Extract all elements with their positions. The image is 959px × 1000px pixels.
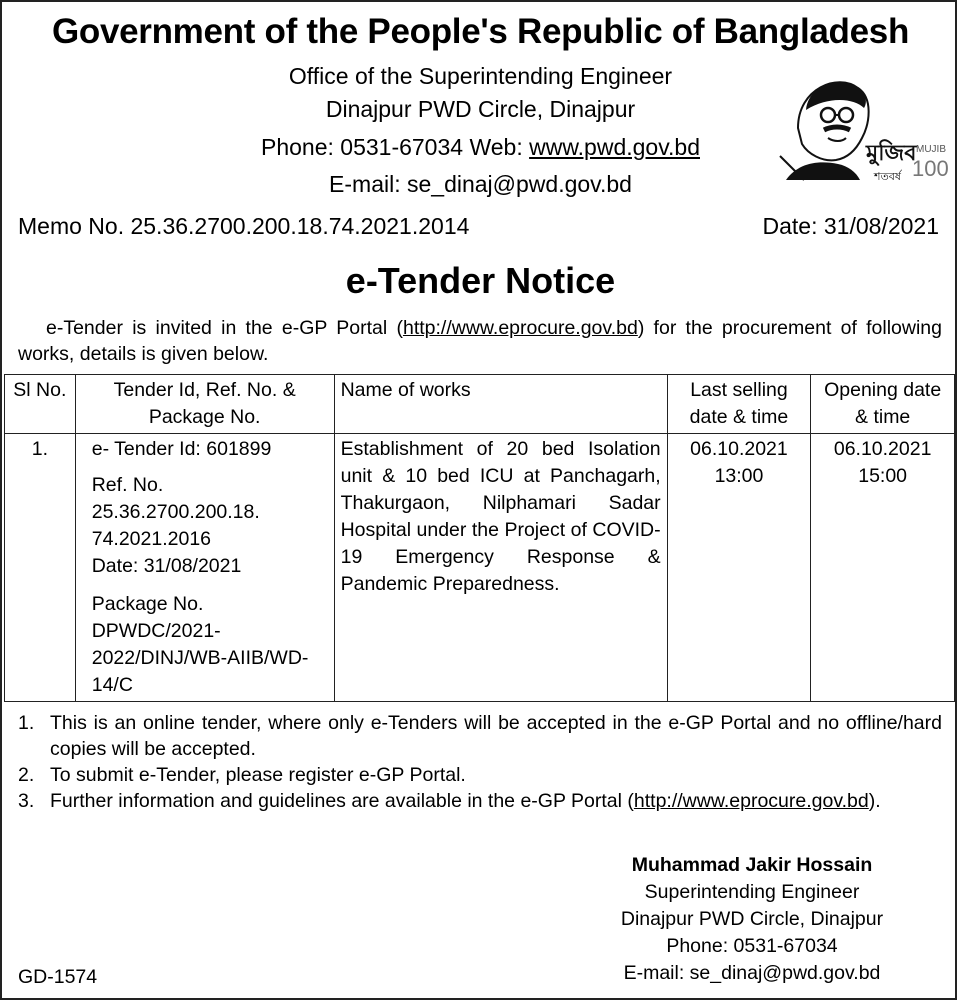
logo-bangla-text: মুজিব	[866, 141, 917, 166]
note-text-before: Further information and guidelines are available in the e-GP Portal (	[50, 790, 634, 812]
note-item	[18, 710, 942, 762]
signature-block	[602, 852, 902, 987]
header-email: E-mail: se_dinaj@pwd.gov.bd	[329, 171, 632, 197]
web-link[interactable]: www.pwd.gov.bd	[529, 134, 700, 160]
package-number: DPWDC/2021- 2022/DINJ/WB-AIIB/WD- 14/C	[91, 620, 309, 696]
last-selling-time: 13:00	[714, 465, 764, 487]
logo-bangla-sub: শতবর্ষ	[874, 170, 901, 183]
notes-list	[18, 710, 942, 814]
mujib-100-logo	[778, 68, 949, 186]
tender-table	[4, 374, 955, 702]
intro-paragraph	[18, 315, 942, 367]
note-text	[50, 788, 942, 814]
cell-sl: 1.	[5, 434, 76, 702]
eprocure-link[interactable]: http://www.eprocure.gov.bd	[402, 317, 638, 339]
col-header-sl: Sl No.	[5, 375, 76, 434]
cell-tender-details	[75, 434, 334, 702]
intro-text-after: ) for the procurement of following works, details is given below.	[18, 317, 942, 365]
phone-label: Phone: 0531-67034 Web:	[260, 134, 530, 160]
note-number: 1.	[18, 712, 35, 734]
table-row	[5, 434, 955, 702]
government-title: Government of the People's Republic of Bangladesh	[51, 12, 910, 51]
note-text-after: ).	[868, 790, 881, 812]
ref-label: Ref. No.	[91, 474, 164, 496]
office-name: Office of the Superintending Engineer	[288, 63, 673, 89]
memo-number: Memo No. 25.36.2700.200.18.74.2021.2014	[18, 213, 470, 239]
note-number: 3.	[18, 790, 35, 812]
last-selling-date: 06.10.2021	[690, 438, 788, 460]
note-item	[18, 788, 942, 814]
signatory-phone: Phone: 0531-67034	[666, 935, 838, 957]
gd-number: GD-1574	[18, 966, 98, 988]
note-text: This is an online tender, where only e-Tenders will be accepted in the e-GP Portal and no offline/hard copies will be accepted.	[50, 712, 942, 760]
logo-mujib-text: MUJIB	[916, 144, 946, 155]
signatory-email: E-mail: se_dinaj@pwd.gov.bd	[623, 962, 881, 984]
col-header-last-selling: Last selling date & time	[667, 375, 811, 434]
col-header-works: Name of works	[334, 375, 667, 434]
notice-title: e-Tender Notice	[345, 260, 616, 301]
opening-time: 15:00	[858, 465, 908, 487]
opening-date: 06.10.2021	[833, 438, 932, 460]
circle-name: Dinajpur PWD Circle, Dinajpur	[325, 96, 636, 122]
tender-id: e- Tender Id: 601899	[91, 438, 272, 460]
table-header-row	[5, 375, 955, 434]
col-header-opening: Opening date & time	[811, 375, 955, 434]
signatory-designation: Superintending Engineer	[644, 881, 860, 903]
note-item	[18, 762, 942, 788]
logo-100-text: 100	[912, 156, 949, 181]
cell-opening	[811, 434, 955, 702]
signatory-office: Dinajpur PWD Circle, Dinajpur	[620, 908, 884, 930]
intro-text-before: e-Tender is invited in the e-GP Portal (	[46, 317, 403, 339]
memo-date: Date: 31/08/2021	[762, 213, 939, 239]
eprocure-link[interactable]: http://www.eprocure.gov.bd	[633, 790, 869, 812]
cell-last-selling	[667, 434, 811, 702]
signatory-name: Muhammad Jakir Hossain	[631, 854, 873, 876]
ref-number: 25.36.2700.200.18. 74.2021.2016	[91, 501, 260, 550]
cell-works: Establishment of 20 bed Isolation unit & 10 bed ICU at Panchagarh, Thakurgaon, Nilphamari Sadar Hospital under the Project of COVID-19 Emergency Response & Pandemic Preparedness.	[334, 434, 667, 702]
package-label: Package No.	[91, 593, 204, 615]
note-text: To submit e-Tender, please register e-GP Portal.	[50, 764, 466, 786]
col-header-tender-id: Tender Id, Ref. No. & Package No.	[75, 375, 334, 434]
ref-date: Date: 31/08/2021	[91, 555, 242, 577]
note-number: 2.	[18, 764, 35, 786]
